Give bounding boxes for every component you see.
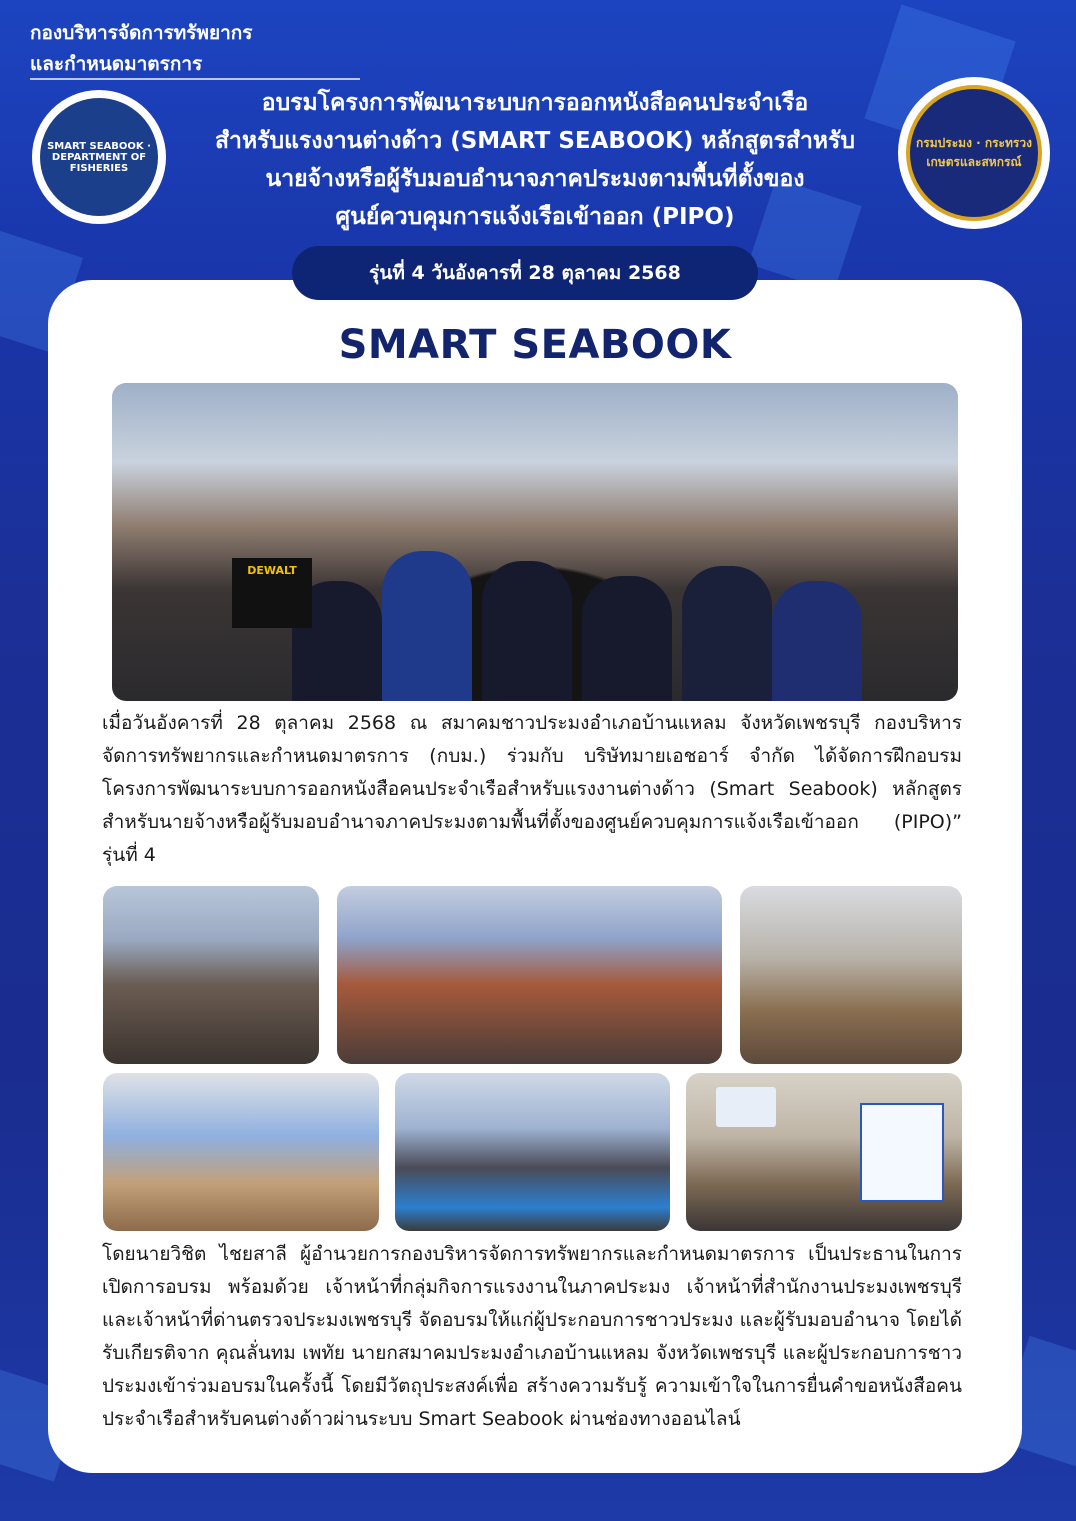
training-photo (103, 1073, 379, 1231)
title-line: อบรมโครงการพัฒนาระบบการออกหนังสือคนประจำเรือ (261, 90, 809, 116)
brand-title: SMART SEABOOK (338, 322, 732, 368)
training-photo (337, 886, 722, 1064)
session-date-badge: รุ่นที่ 4 วันอังคารที่ 28 ตุลาคม 2568 (292, 246, 758, 300)
department-name (30, 18, 252, 80)
title-line: นายจ้างหรือผู้รับมอบอำนาจภาคประมงตามพื้นที่ตั้งของ (265, 166, 805, 192)
department-of-fisheries-logo (898, 77, 1050, 229)
training-photo (103, 886, 319, 1064)
person-figure (482, 561, 572, 701)
title-line: สำหรับแรงงานต่างด้าว (SMART SEABOOK) หลักสูตรสำหรับ (215, 128, 855, 154)
smart-seabook-logo (32, 90, 166, 224)
shirt-logo: DEWALT (232, 558, 312, 628)
training-photo (395, 1073, 670, 1231)
title-line: ศูนย์ควบคุมการแจ้งเรือเข้าออก (PIPO) (335, 204, 735, 230)
person-figure (772, 581, 862, 701)
projector-screen (716, 1087, 776, 1127)
page-title (175, 84, 895, 236)
training-photo (740, 886, 962, 1064)
right-logo-text: กรมประมง · กระทรวงเกษตรและสหกรณ์ (906, 85, 1042, 221)
training-photo (686, 1073, 962, 1231)
department-line1: กองบริหารจัดการทรัพยากร (30, 22, 253, 44)
group-photo (112, 383, 958, 701)
person-figure (582, 576, 672, 701)
person-figure (382, 551, 472, 701)
roll-up-banner (860, 1103, 944, 1202)
left-logo-text: SMART SEABOOK · DEPARTMENT OF FISHERIES (40, 98, 158, 216)
detail-paragraph: โดยนายวิชิต ไชยสาลี ผู้อำนวยการกองบริหารจัดการทรัพยากรและกำหนดมาตรการ เป็นประธานในการเปิดการอบรม พร้อมด้วย เจ้าหน้าที่กลุ่มกิจการแรงงานในภาคประมง เจ้าหน้าที่สำนักงานประมงเพชรบุรี และเจ้าหน้าที่ด่านตรวจประมงเพชรบุรี จัดอบรมให้แก่ผู้ประกอบการชาวประมง และผู้รับมอบอำนาจ โดยได้รับเกียรติจาก คุณลั่นทม เพทัย นายกสมาคมประมงอำเภอบ้านแหลม จังหวัดเพชรบุรี และผู้ประกอบการชาวประมงเข้าร่วมอบรมในครั้งนี้ โดยมีวัตถุประสงค์เพื่อ สร้างความรับรู้ ความเข้าใจในการยื่นคำขอหนังสือคนประจำเรือสำหรับคนต่างด้าวผ่านระบบ Smart Seabook ผ่านช่องทางออนไลน์ (102, 1243, 962, 1430)
person-figure (682, 566, 772, 701)
department-line2: และกำหนดมาตรการ (30, 53, 203, 75)
intro-paragraph: เมื่อวันอังคารที่ 28 ตุลาคม 2568 ณ สมาคมชาวประมงอำเภอบ้านแหลม จังหวัดเพชรบุรี กองบริหารจัดการทรัพยากรและกำหนดมาตรการ (กบม.) ร่วมกับ บริษัทมายเอชอาร์ จำกัด ได้จัดการฝึกอบรมโครงการพัฒนาระบบการออกหนังสือคนประจำเรือสำหรับแรงงานต่างด้าว (Smart Seabook) หลักสูตรสำหรับนายจ้างหรือผู้รับมอบอำนาจภาคประมงตามพื้นที่ตั้งของศูนย์ควบคุมการแจ้งเรือเข้าออก (PIPO)” รุ่นที่ 4 (102, 712, 962, 866)
divider (30, 78, 360, 80)
